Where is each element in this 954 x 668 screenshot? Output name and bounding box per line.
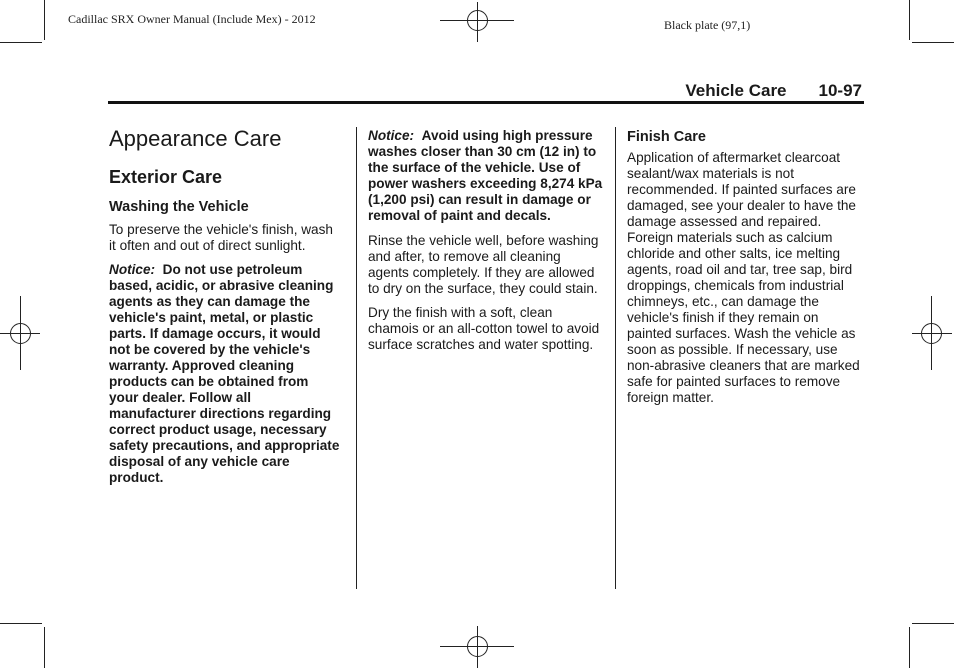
page-number: 10-97: [818, 81, 862, 100]
plate-label: Black plate (97,1): [664, 18, 751, 32]
notice-block: [368, 128, 603, 224]
notice-label: Notice:: [368, 128, 415, 143]
column-3: [627, 128, 865, 414]
crop-mark-bottom-left-h: [0, 623, 42, 624]
crop-mark-bottom-right-h: [912, 623, 954, 624]
crop-mark-top-left-h: [0, 42, 42, 43]
body-paragraph: Rinse the vehicle well, before washing and after, to remove all cleaning agents completely. If they are allowed to dry on the surface, they could stain.: [368, 233, 599, 296]
crop-mark-top-left-v: [44, 0, 45, 40]
notice-text: Avoid using high pressure washes closer than 30 cm (12 in) to the surface of the vehicle. Use of power washers exceeding 8,274 kPa (1,200 psi) can result in damage or removal of paint and decals.: [368, 128, 603, 223]
crop-mark-top-right-h: [912, 42, 954, 43]
column-divider: [356, 127, 357, 589]
crop-mark-bottom-right-v: [909, 627, 910, 668]
section-name: Vehicle Care: [685, 81, 787, 100]
running-head: [685, 81, 862, 101]
body-paragraph: To preserve the vehicle's finish, wash it often and out of direct sunlight.: [109, 222, 333, 253]
section-title: Exterior Care: [109, 167, 223, 187]
notice-label: Notice:: [109, 262, 156, 277]
subsection-title: Finish Care: [627, 129, 706, 145]
crop-mark-bottom-left-v: [44, 627, 45, 668]
column-1: [109, 126, 341, 494]
registration-mark-left: [0, 296, 40, 370]
body-paragraph: Application of aftermarket clearcoat sealant/wax materials is not recommended. If painted surfaces are damaged, see your dealer to have the damage assessed and repaired. Foreign materials such as calcium chloride and other salts, ice melting agents, road oil and tar, tree sap, bird droppings, chemicals from industrial chimneys, etc., can damage the vehicle's finish if they remain on painted surfaces. Wash the vehicle as soon as possible. If necessary, use non-abrasive cleaners that are marked safe for painted surfaces to remove foreign matter.: [627, 150, 860, 405]
registration-mark-top: [440, 2, 514, 42]
column-2: [368, 128, 603, 361]
registration-mark-right: [912, 296, 952, 370]
registration-mark-bottom: [440, 626, 514, 668]
header-rule: [108, 101, 864, 104]
document-title: Cadillac SRX Owner Manual (Include Mex) - 2012: [68, 12, 316, 26]
subsection-title: Washing the Vehicle: [109, 199, 249, 215]
notice-text: Do not use petroleum based, acidic, or abrasive cleaning agents as they can damage the vehicle's paint, metal, or plastic parts. If damage occurs, it would not be covered by the vehicle's warranty. Approved cleaning products can be obtained from your dealer. Follow all manufacturer directions regarding correct product usage, necessary safety precautions, and appropriate disposal of any vehicle care product.: [109, 262, 340, 485]
column-divider: [615, 127, 616, 589]
body-paragraph: Dry the finish with a soft, clean chamois or an all-cotton towel to avoid surface scratches and water spotting.: [368, 305, 600, 352]
page-title: Appearance Care: [109, 126, 282, 151]
crop-mark-top-right-v: [909, 0, 910, 40]
notice-block: [109, 262, 341, 486]
